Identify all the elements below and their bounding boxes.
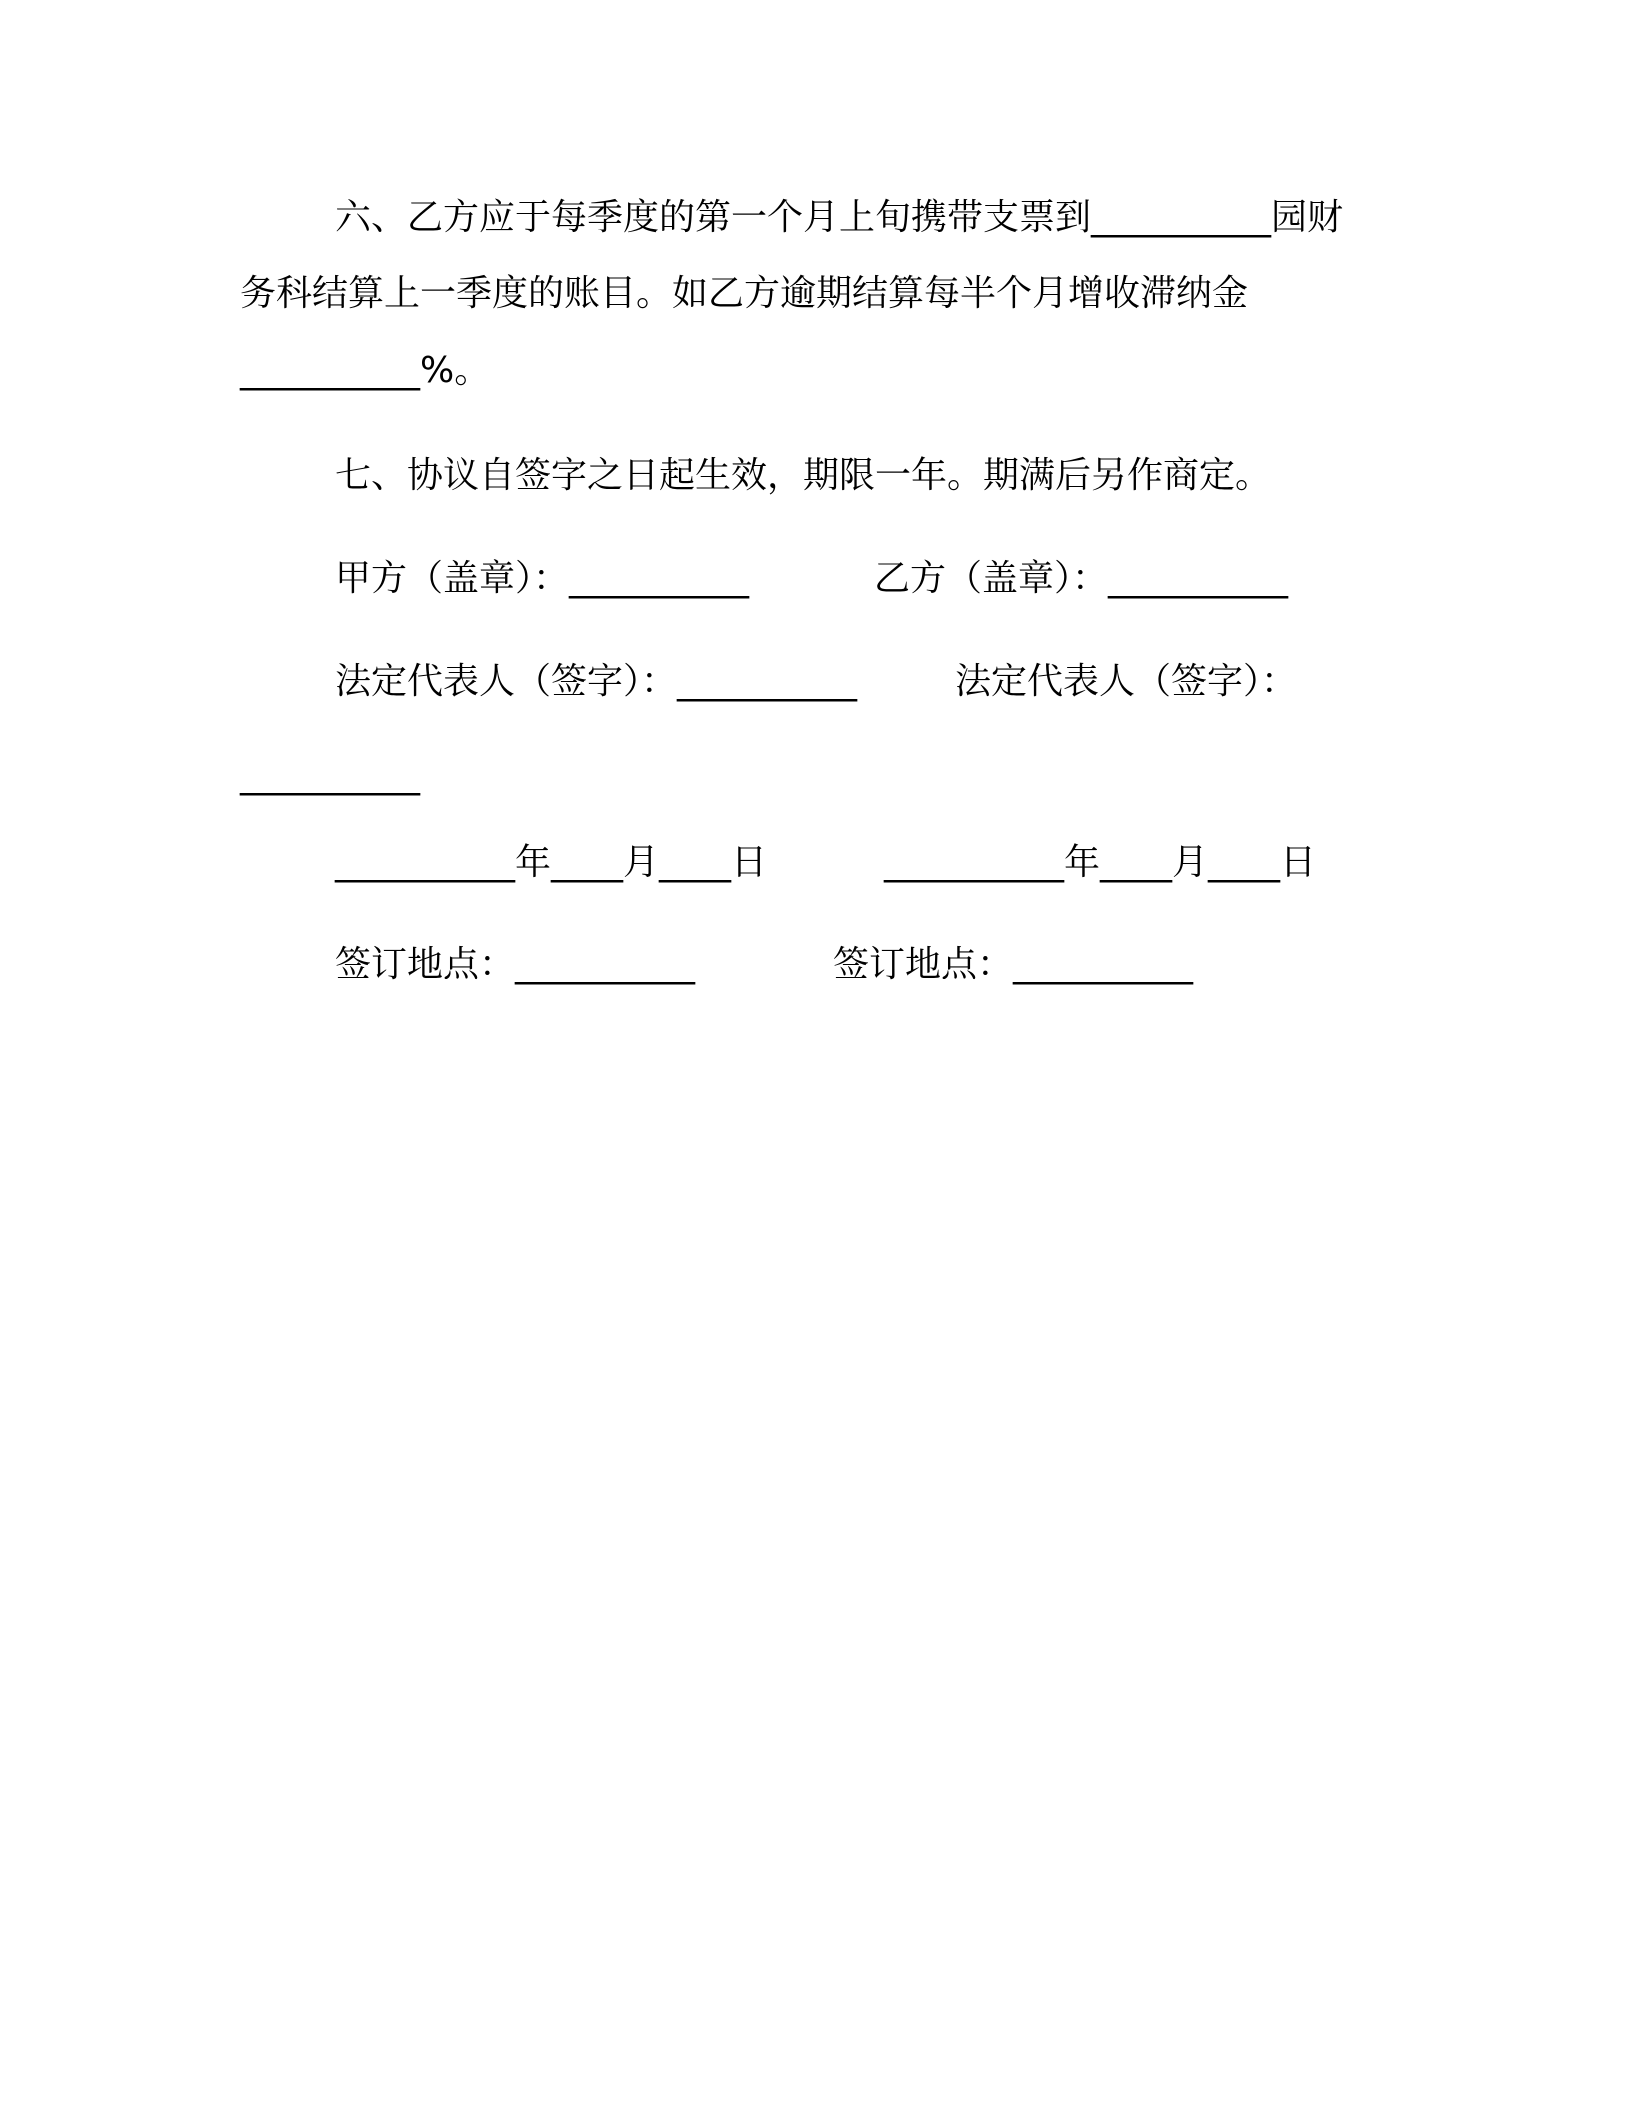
clause-6-line-3: __________%。 (240, 350, 491, 391)
party-b-date-field: __________年____月____日 (884, 842, 1316, 883)
clause-6-line-2: 务科结算上一季度的账目。如乙方逾期结算每半个月增收滞纳金 (240, 273, 1249, 314)
party-b-signing-place-field: 签订地点：__________ (833, 944, 1194, 985)
party-a-representative-field: 法定代表人（签字）：__________ (335, 661, 858, 702)
party-a-seal-field: 甲方（盖章）：__________ (335, 558, 750, 599)
party-b-representative-label: 法定代表人（签字）： (955, 661, 1298, 702)
clause-6-line-1: 六、乙方应于每季度的第一个月上旬携带支票到__________园财 (335, 197, 1344, 238)
party-b-seal-field: 乙方（盖章）：__________ (874, 558, 1289, 599)
clause-7: 七、协议自签字之日起生效，期限一年。期满后另作商定。 (335, 455, 1272, 496)
party-b-representative-blank: __________ (240, 755, 420, 796)
party-a-date-field: __________年____月____日 (335, 842, 767, 883)
party-a-signing-place-field: 签订地点：__________ (335, 944, 696, 985)
